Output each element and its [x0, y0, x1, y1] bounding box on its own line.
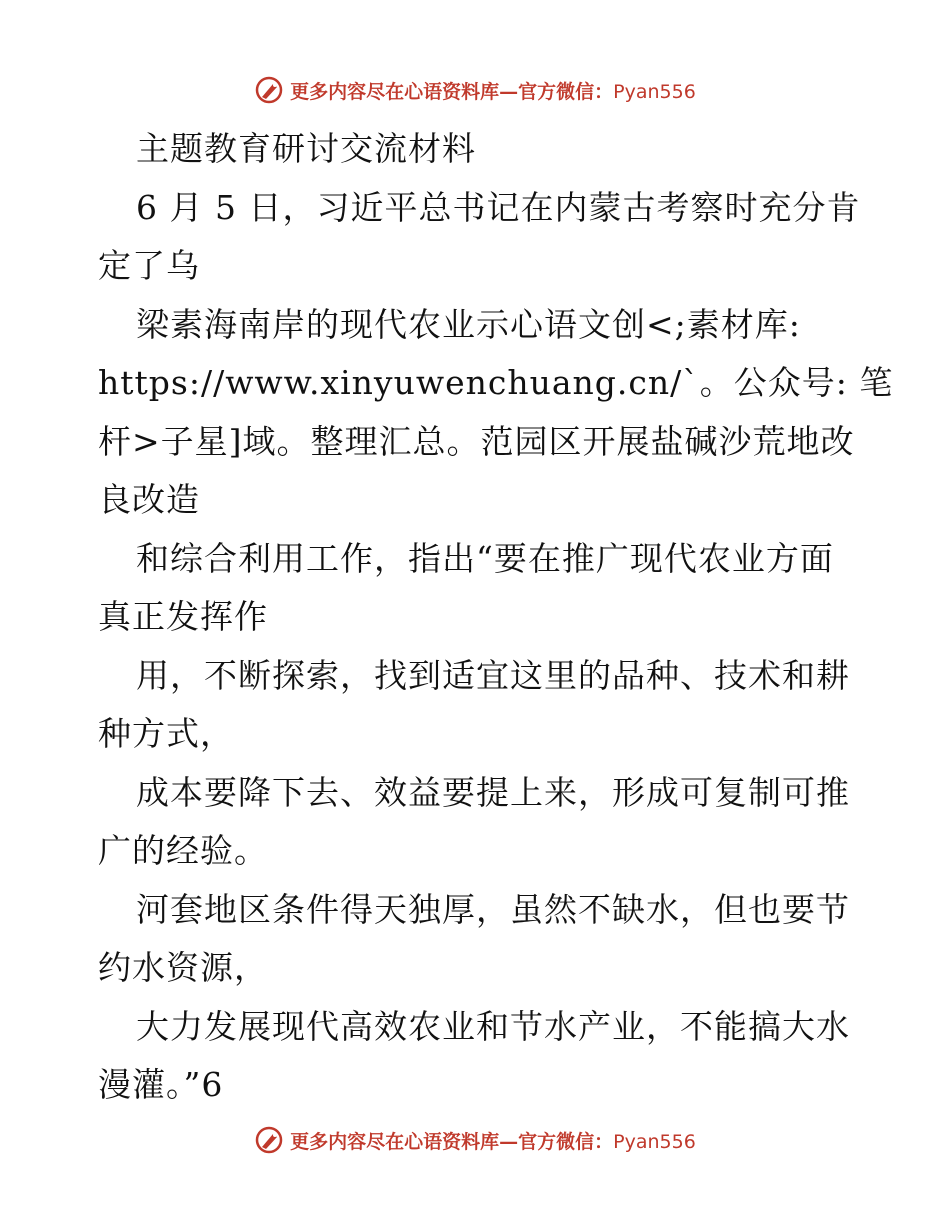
paragraph-line: 成本要降下去、效益要提上来，形成可复制可推	[136, 772, 850, 812]
pen-nib-logo-icon	[254, 1125, 284, 1155]
document-title: 主题教育研讨交流材料	[136, 129, 476, 168]
document-body	[98, 120, 894, 1115]
paragraph-line: 用，不断探索，找到适宜这里的品种、技术和耕	[136, 655, 850, 695]
wechat-id: Pyan556	[613, 1130, 696, 1153]
paragraph-line: 和综合利用工作，指出“要在推广现代农业方面	[136, 538, 834, 578]
wechat-id: Pyan556	[613, 80, 696, 103]
paragraph-line: 真正发挥作	[98, 597, 268, 636]
paragraph-line: 漫灌。”6	[98, 1065, 224, 1104]
paragraph-line: 约水资源，	[98, 948, 268, 987]
paragraph-line: 梁素海南岸的现代农业示心语文创<;素材库:	[136, 304, 801, 344]
pen-nib-logo-icon	[254, 75, 284, 105]
watermark-text: 更多内容尽在心语资料库—官方微信：Pyan556	[290, 80, 696, 103]
paragraph-line: 良改造	[98, 480, 200, 519]
paragraph-line: https://www.xinyuwenchuang.cn/`。公众号: 笔	[98, 363, 894, 402]
paragraph-line: 河套地区条件得天独厚，虽然不缺水，但也要节	[136, 889, 850, 929]
paragraph-line: 种方式，	[98, 714, 234, 753]
paragraph-line: 广的经验。	[98, 831, 268, 870]
paragraph-line: 6 月 5 日，习近平总书记在内蒙古考察时充分肯	[136, 187, 861, 227]
header-watermark-banner	[0, 70, 950, 110]
watermark-text: 更多内容尽在心语资料库—官方微信：Pyan556	[290, 1130, 696, 1153]
paragraph-line: 定了乌	[98, 246, 200, 285]
footer-watermark-banner	[0, 1120, 950, 1160]
paragraph-line: 杆>子星]域。整理汇总。范园区开展盐碱沙荒地改	[98, 421, 855, 461]
paragraph-line: 大力发展现代高效农业和节水产业，不能搞大水	[136, 1006, 850, 1046]
